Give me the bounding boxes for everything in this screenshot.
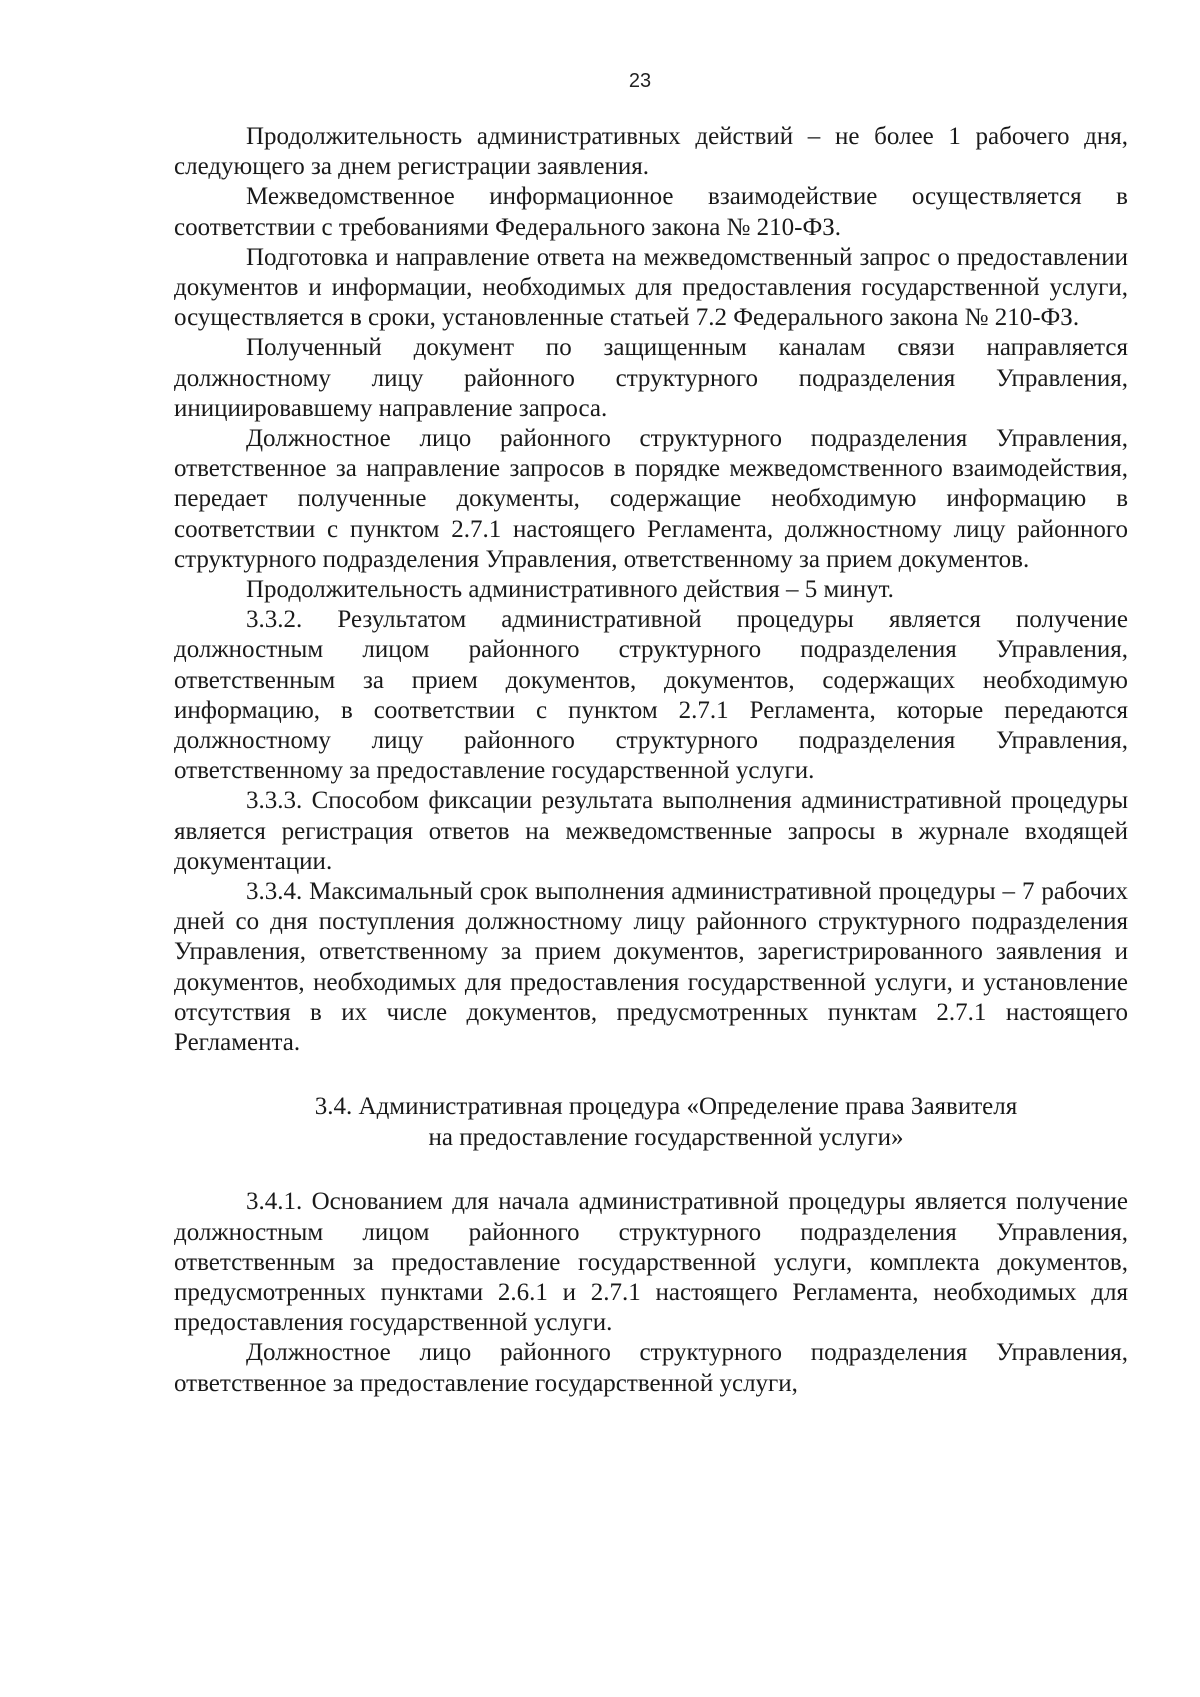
document-body [174, 122, 1128, 1399]
page-number: 23 [628, 70, 652, 92]
paragraph: Межведомственное информационное взаимодействие осуществляется в соответствии с требованиями Федерального закона № 210-ФЗ. [174, 183, 1128, 241]
paragraph: 3.4.1. Основанием для начала административной процедуры является получение должностным лицом районного структурного подразделения Управления, ответственным за предоставление государственной услуги, комплекта документов, предусмотренных пунктами 2.6.1 и 2.7.1 настоящего Регламента, необходимых для предоставления государственной услуги. [174, 1188, 1128, 1337]
paragraph: 3.3.2. Результатом административной процедуры является получение должностным лицом районного структурного подразделения Управления, ответственным за прием документов, документов, содержащих необходимую информацию, в соответствии с пунктом 2.7.1 Регламента, которые передаются должностному лицу районного структурного подразделения Управления, ответственному за предоставление государственной услуги. [174, 606, 1128, 785]
paragraph: Должностное лицо районного структурного подразделения Управления, ответственное за предоставление государственной услуги, [174, 1339, 1128, 1397]
section-heading-line: на предоставление государственной услуги» [428, 1124, 904, 1152]
paragraph: Подготовка и направление ответа на межведомственный запрос о предоставлении документов и информации, необходимых для предоставления государственной услуги, осуществляется в сроки, установленные статьей 7.2 Федерального закона № 210-ФЗ. [174, 243, 1128, 332]
paragraph: Продолжительность административного действия – 5 минут. [246, 576, 894, 604]
section-heading [174, 1091, 1128, 1153]
paragraph: 3.3.4. Максимальный срок выполнения административной процедуры – 7 рабочих дней со дня поступления должностному лицу районного структурного подразделения Управления, ответственному за прием документов, зарегистрированного заявления и документов, необходимых для предоставления государственной услуги, и установление отсутствия в их числе документов, предусмотренных пунктам 2.7.1 настоящего Регламента. [174, 878, 1128, 1057]
paragraph: 3.3.3. Способом фиксации результата выполнения административной процедуры является регистрация ответов на межведомственные запросы в журнале входящей документации. [174, 787, 1128, 875]
paragraph: Полученный документ по защищенным каналам связи направляется должностному лицу районного структурного подразделения Управления, инициировавшему направление запроса. [174, 334, 1128, 422]
paragraph: Должностное лицо районного структурного подразделения Управления, ответственное за направление запросов в порядке межведомственного взаимодействия, передает полученные документы, содержащие необходимую информацию в соответствии с пунктом 2.7.1 настоящего Регламента, должностному лицу районного структурного подразделения Управления, ответственному за прием документов. [174, 425, 1128, 573]
paragraph: Продолжительность административных действий – не более 1 рабочего дня, следующего за днем регистрации заявления. [174, 123, 1128, 181]
section-heading-line: 3.4. Административная процедура «Определение права Заявителя [314, 1093, 1018, 1121]
